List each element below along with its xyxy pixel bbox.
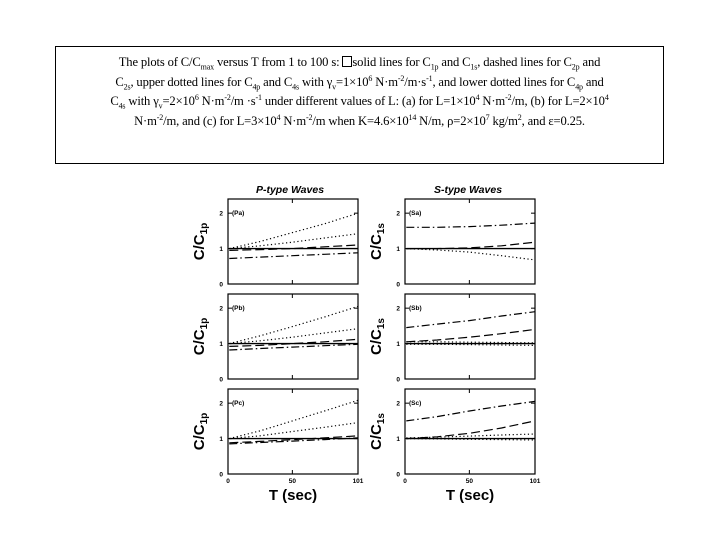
panel-sa <box>368 199 535 288</box>
panel-frame <box>228 199 358 284</box>
y-tick-label: 2 <box>219 305 223 313</box>
caption-line-2: $C_{2s}$, upper dotted lines for $C_{4p}$ and $C_{4s}$ with $\gamma_v=1\times 10^6$ $N\cdot m^{-2}/m\cdot s^{-1}$, and lower dotted lines for $C_{4p}$ and <box>115 73 604 92</box>
y-tick-label: 2 <box>219 210 223 218</box>
y-tick-label: 1 <box>219 435 223 443</box>
series-line-dotted <box>406 249 535 260</box>
y-axis-label: $C/C_{1p}$ <box>191 222 210 261</box>
y-tick-label: 0 <box>219 281 223 289</box>
y-tick-label: 0 <box>396 376 400 384</box>
panel-sc <box>368 389 541 504</box>
series-line-dashed <box>406 329 535 341</box>
y-axis-label: $C/C_{1s}$ <box>368 413 387 450</box>
series-line-dotted <box>229 329 358 344</box>
x-tick-label: 0 <box>226 478 230 485</box>
y-tick-label: 1 <box>219 245 223 253</box>
y-tick-label: 2 <box>396 210 400 218</box>
x-tick-label: 50 <box>465 478 473 485</box>
panel-tag: (Pa) <box>232 210 245 217</box>
caption-line-3: $C_{4s}$ with $\gamma_v=2\times 10^6$ $N\cdot m^{-2}/m \cdot s^{-1}$ under different values of L: (a) for $L=1\times 10^4$ $N\cdot m^{-2}/m$, (b) for $L=2\times 10^4$ <box>110 93 609 111</box>
x-tick-label: 50 <box>288 478 296 485</box>
series-line-dotted <box>406 342 535 343</box>
panel-frame <box>228 389 358 474</box>
series-line-dashdot <box>406 401 535 421</box>
panel-frame <box>405 294 535 379</box>
x-tick-label: 101 <box>352 478 364 485</box>
series-line-dashdot <box>406 223 535 227</box>
y-tick-label: 0 <box>219 376 223 384</box>
y-tick-label: 2 <box>396 305 400 313</box>
y-tick-label: 1 <box>396 435 400 443</box>
series-line-dashed <box>406 421 535 439</box>
col-title-s: S-type Waves <box>433 184 503 196</box>
y-axis-label: $C/C_{1p}$ <box>191 412 210 451</box>
y-tick-label: 2 <box>219 400 223 408</box>
panel-frame <box>228 294 358 379</box>
y-tick-label: 1 <box>396 340 400 348</box>
y-tick-label: 1 <box>219 340 223 348</box>
series-line-dotted <box>229 306 358 343</box>
panel-pc <box>191 389 364 504</box>
x-tick-label: 0 <box>403 478 407 485</box>
y-tick-label: 2 <box>396 400 400 408</box>
panel-pb <box>191 294 358 383</box>
panel-frame <box>405 199 535 284</box>
y-tick-label: 0 <box>396 281 400 289</box>
x-axis-label: T (sec) <box>268 487 318 504</box>
series-line-dashed <box>406 242 535 248</box>
panel-sb <box>368 294 535 383</box>
y-tick-label: 1 <box>396 245 400 253</box>
panel-tag: (Sb) <box>409 305 422 312</box>
series-line-dotted <box>406 344 535 345</box>
panel-grid <box>191 199 541 504</box>
series-line-dotted <box>229 213 358 248</box>
series-line-dashdot <box>229 253 358 259</box>
series-line-dotted <box>229 400 358 438</box>
series-line-dotted <box>229 423 358 439</box>
series-line-dotted <box>406 434 535 438</box>
caption-line-1: The plots of $C/C_{max}$ versus T from 1 to 100 s: solid lines for $C_{1p}$ and $C_{1s}$, dashed lines for $C_{2p}$ and <box>118 55 601 72</box>
panel-pa <box>191 199 358 288</box>
panel-tag: (Pb) <box>232 305 245 312</box>
col-title-p: P-type Waves <box>255 184 325 196</box>
x-tick-label: 101 <box>529 478 541 485</box>
series-line-dashdot <box>229 344 358 350</box>
panel-frame <box>405 389 535 474</box>
panel-tag: (Sc) <box>409 400 422 407</box>
y-tick-label: 0 <box>219 471 223 479</box>
caption-line-4: $N\cdot m^{-2}/m$, and (c) for $L=3\times 10^4$ $N\cdot m^{-2}/m$ when $K=4.6\times 10^{14}$ N/m, $\rho=2\times 10^7$ $kg/m^2$, and ε=0.25. <box>134 112 585 128</box>
x-axis-label: T (sec) <box>445 487 495 504</box>
y-axis-label: $C/C_{1s}$ <box>368 223 387 260</box>
y-axis-label: $C/C_{1p}$ <box>191 317 210 356</box>
series-line-dashdot <box>406 312 535 328</box>
y-tick-label: 0 <box>396 471 400 479</box>
panel-tag: (Pc) <box>232 400 245 407</box>
series-line-dashed <box>229 245 358 250</box>
y-axis-label: $C/C_{1s}$ <box>368 318 387 355</box>
panel-tag: (Sa) <box>409 210 422 217</box>
